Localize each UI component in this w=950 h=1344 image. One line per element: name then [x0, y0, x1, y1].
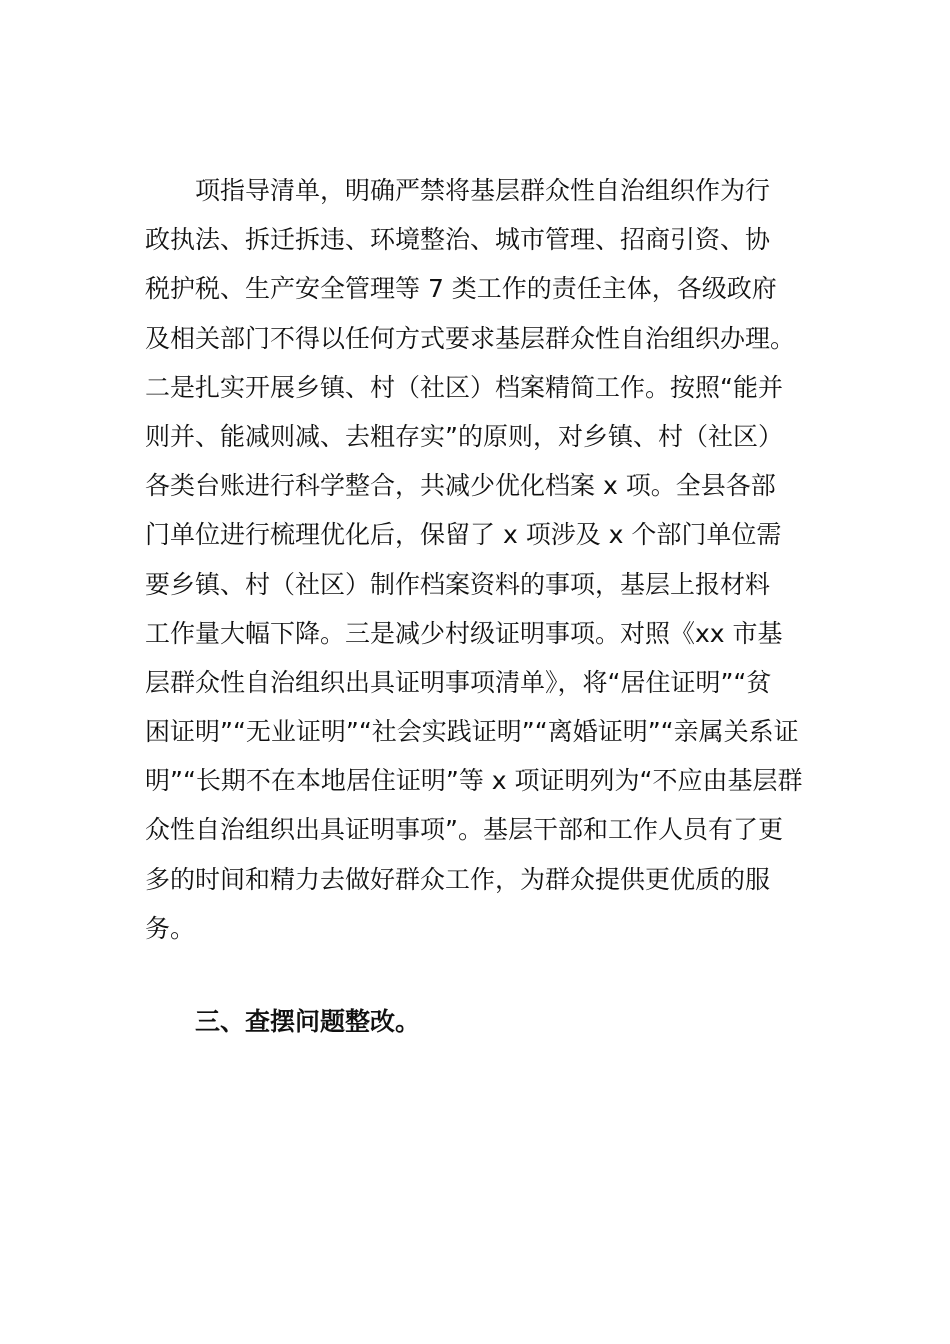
paragraph-line: 各类台账进行科学整合，共减少优化档案 x 项。全县各部: [145, 471, 776, 501]
section-heading: 三、查摆问题整改。: [195, 1007, 421, 1036]
paragraph-line: 政执法、拆迁拆违、环境整治、城市管理、招商引资、协: [145, 225, 771, 255]
paragraph-line: 二是扎实开展乡镇、村（社区）档案精简工作。按照“能并: [145, 372, 783, 402]
paragraph-line: 务。: [145, 913, 196, 943]
paragraph-line: 工作量大幅下降。三是减少村级证明事项。对照《xx 市基: [145, 618, 783, 648]
paragraph-line: 要乡镇、村（社区）制作档案资料的事项，基层上报材料: [145, 569, 771, 599]
paragraph-line: 项指导清单，明确严禁将基层群众性自治组织作为行: [195, 176, 771, 205]
paragraph-line: 层群众性自治组织出具证明事项清单》，将“居住证明”“贫: [145, 667, 772, 697]
paragraph-line: 则并、能减则减、去粗存实”的原则，对乡镇、村（社区）: [145, 421, 783, 451]
paragraph-line: 税护税、生产安全管理等 7 类工作的责任主体，各级政府: [145, 274, 777, 304]
paragraph-line: 明”“长期不在本地居住证明”等 x 项证明列为“不应由基层群: [145, 766, 803, 796]
paragraph-line: 众性自治组织出具证明事项”。基层干部和工作人员有了更: [145, 815, 783, 845]
paragraph-line: 门单位进行梳理优化后，保留了 x 项涉及 x 个部门单位需: [145, 520, 782, 550]
body-paragraph: [145, 166, 805, 953]
paragraph-line: 及相关部门不得以任何方式要求基层群众性自治组织办理。: [145, 323, 796, 353]
paragraph-line: 困证明”“无业证明”“社会实践证明”“离婚证明”“亲属关系证: [145, 717, 799, 747]
paragraph-line: 多的时间和精力去做好群众工作，为群众提供更优质的服: [145, 864, 771, 894]
